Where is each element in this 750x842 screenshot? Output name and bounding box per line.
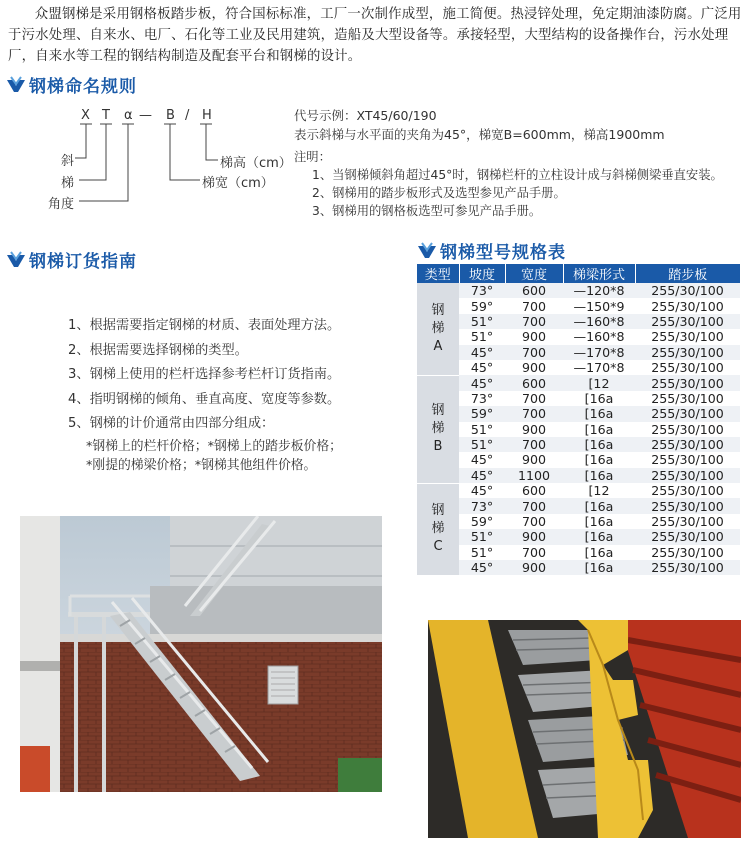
- type-char: B: [433, 439, 443, 455]
- label-width: 梯宽（cm）: [202, 176, 274, 191]
- type-cell: [417, 375, 459, 483]
- cell-slope: 59°: [459, 514, 505, 529]
- header-width: 宽度: [505, 264, 563, 283]
- cell-slope: 45°: [459, 452, 505, 467]
- cell-width: 700: [505, 437, 563, 452]
- cell-tread: 255/30/100: [635, 560, 740, 575]
- table-row: [417, 314, 740, 329]
- label-angle: 角度: [48, 197, 75, 212]
- cell-width: 600: [505, 375, 563, 390]
- cell-width: 600: [505, 283, 563, 298]
- cell-tread: 255/30/100: [635, 329, 740, 344]
- cell-width: 1100: [505, 468, 563, 483]
- header-tread: 踏步板: [635, 264, 740, 283]
- cell-beam: [16a: [563, 529, 635, 544]
- cell-slope: 73°: [459, 283, 505, 298]
- cell-tread: 255/30/100: [635, 452, 740, 467]
- cell-width: 700: [505, 345, 563, 360]
- table-row: [417, 514, 740, 529]
- cell-width: 900: [505, 452, 563, 467]
- cell-width: 700: [505, 314, 563, 329]
- cell-width: 700: [505, 298, 563, 313]
- stair-building-photo: [20, 516, 382, 792]
- order-item: 1、根据需要指定钢梯的材质、表面处理方法。: [68, 318, 341, 333]
- order-price-components: [86, 437, 342, 475]
- cell-tread: 255/30/100: [635, 345, 740, 360]
- type-cell: [417, 483, 459, 575]
- cell-width: 900: [505, 329, 563, 344]
- cell-slope: 45°: [459, 560, 505, 575]
- table-row: [417, 406, 740, 421]
- cell-tread: 255/30/100: [635, 529, 740, 544]
- table-row: [417, 422, 740, 437]
- header-beam: 梯梁形式: [563, 264, 635, 283]
- cell-beam: —150*9: [563, 298, 635, 313]
- cell-beam: [16a: [563, 406, 635, 421]
- cell-width: 700: [505, 545, 563, 560]
- code-char: —: [139, 108, 152, 123]
- header-slope: 坡度: [459, 264, 505, 283]
- code-char: H: [202, 108, 212, 123]
- company-logo-icon: [417, 242, 437, 260]
- table-row: [417, 329, 740, 344]
- cell-width: 700: [505, 391, 563, 406]
- cell-slope: 51°: [459, 314, 505, 329]
- cell-slope: 45°: [459, 360, 505, 375]
- code-char: α: [124, 108, 133, 123]
- cell-beam: [12: [563, 483, 635, 498]
- cell-slope: 73°: [459, 391, 505, 406]
- type-char: 钢: [431, 503, 445, 519]
- cell-tread: 255/30/100: [635, 468, 740, 483]
- cell-beam: [16a: [563, 437, 635, 452]
- cell-tread: 255/30/100: [635, 498, 740, 513]
- note-item: 1、当钢梯倾斜角超过45°时，钢梯栏杆的立柱设计成与斜梯侧梁垂直安装。: [312, 168, 723, 182]
- example-line-2: 表示斜梯与水平面的夹角为45°，梯宽B=600mm，梯高1900mm: [294, 127, 665, 142]
- order-item: 5、钢梯的计价通常由四部分组成：: [68, 416, 275, 431]
- table-row: [417, 560, 740, 575]
- cell-tread: 255/30/100: [635, 298, 740, 313]
- cell-beam: —170*8: [563, 345, 635, 360]
- cell-beam: [16a: [563, 468, 635, 483]
- cell-beam: [16a: [563, 560, 635, 575]
- cell-width: 900: [505, 560, 563, 575]
- cell-width: 700: [505, 406, 563, 421]
- notes-title: 注明：: [294, 150, 331, 164]
- label-ladder: 梯: [61, 176, 75, 191]
- code-char: B: [166, 108, 175, 123]
- table-row: [417, 452, 740, 467]
- cell-width: 600: [505, 483, 563, 498]
- cell-slope: 45°: [459, 468, 505, 483]
- cell-tread: 255/30/100: [635, 360, 740, 375]
- cell-tread: 255/30/100: [635, 391, 740, 406]
- cell-slope: 59°: [459, 406, 505, 421]
- section-title-order: [6, 247, 137, 272]
- type-char: C: [433, 539, 443, 555]
- cell-tread: 255/30/100: [635, 514, 740, 529]
- table-row: [417, 391, 740, 406]
- cell-tread: 255/30/100: [635, 422, 740, 437]
- section-title-spec-text: 钢梯型号规格表: [440, 243, 566, 263]
- table-row: [417, 375, 740, 390]
- cell-beam: [16a: [563, 498, 635, 513]
- table-row: [417, 437, 740, 452]
- table-row: [417, 360, 740, 375]
- type-char: 钢: [431, 403, 445, 419]
- cell-tread: 255/30/100: [635, 545, 740, 560]
- type-char: 钢: [431, 302, 445, 318]
- label-height: 梯高（cm）: [220, 156, 292, 171]
- type-char: A: [433, 338, 443, 354]
- table-row: [417, 468, 740, 483]
- cell-slope: 45°: [459, 375, 505, 390]
- naming-example: [294, 106, 665, 144]
- table-row: [417, 345, 740, 360]
- code-char: /: [185, 108, 190, 123]
- table-row: [417, 498, 740, 513]
- cell-beam: [16a: [563, 514, 635, 529]
- cell-beam: —160*8: [563, 314, 635, 329]
- table-row: [417, 483, 740, 498]
- cell-slope: 73°: [459, 498, 505, 513]
- cell-beam: —120*8: [563, 283, 635, 298]
- table-row: [417, 298, 740, 313]
- cell-slope: 45°: [459, 483, 505, 498]
- cell-beam: [16a: [563, 422, 635, 437]
- section-title-order-text: 钢梯订货指南: [29, 252, 137, 272]
- cell-tread: 255/30/100: [635, 483, 740, 498]
- cell-width: 900: [505, 360, 563, 375]
- cell-beam: —160*8: [563, 329, 635, 344]
- cell-slope: 51°: [459, 422, 505, 437]
- cell-beam: [12: [563, 375, 635, 390]
- table-row: [417, 545, 740, 560]
- company-logo-icon: [6, 251, 26, 269]
- cell-slope: 51°: [459, 529, 505, 544]
- cell-beam: [16a: [563, 545, 635, 560]
- cell-width: 900: [505, 422, 563, 437]
- cell-slope: 59°: [459, 298, 505, 313]
- code-char: T: [102, 108, 110, 123]
- note-item: 3、钢梯用的钢格板选型可参见产品手册。: [312, 204, 542, 218]
- table-header-row: [417, 264, 740, 283]
- spec-table: [417, 264, 740, 576]
- table-row: [417, 529, 740, 544]
- cell-tread: 255/30/100: [635, 314, 740, 329]
- code-char: X: [81, 108, 90, 123]
- cell-width: 700: [505, 498, 563, 513]
- cell-slope: 51°: [459, 437, 505, 452]
- cell-slope: 45°: [459, 345, 505, 360]
- section-title-naming-text: 钢梯命名规则: [29, 77, 137, 97]
- cell-tread: 255/30/100: [635, 406, 740, 421]
- price-line: *刚提的梯梁价格；*钢梯其他组件价格。: [86, 458, 317, 473]
- type-cell: [417, 283, 459, 375]
- price-line: *钢梯上的栏杆价格；*钢梯上的踏步板价格；: [86, 439, 342, 454]
- cell-tread: 255/30/100: [635, 283, 740, 298]
- cell-slope: 51°: [459, 545, 505, 560]
- header-type: 类型: [417, 264, 459, 283]
- intro-paragraph: 众盟钢梯是采用钢格板踏步板，符合国标标准，工厂一次制作成型，施工简便。热浸锌处理，免定期油漆防腐。广泛用于污水处理、自来水、电厂、石化等工业及民用建筑，造船及大型设备等。承接轻型，大型结构的设备操作台，污水处理厂，自来水等工程的钢结构制造及配套平台和钢梯的设计。: [8, 7, 742, 64]
- cell-slope: 51°: [459, 329, 505, 344]
- type-char: 梯: [431, 521, 445, 537]
- section-title-spec: [417, 238, 566, 263]
- grating-stairs-photo: [428, 620, 741, 838]
- note-item: 2、钢梯用的踏步板形式及选型参见产品手册。: [312, 186, 566, 200]
- naming-notes: [294, 148, 723, 220]
- cell-beam: [16a: [563, 391, 635, 406]
- cell-width: 700: [505, 514, 563, 529]
- type-char: 梯: [431, 421, 445, 437]
- table-row: [417, 283, 740, 298]
- type-char: 梯: [431, 320, 445, 336]
- cell-tread: 255/30/100: [635, 437, 740, 452]
- order-guide-list: [68, 314, 340, 437]
- example-line-1: 代号示例：XT45/60/190: [294, 108, 437, 123]
- cell-width: 900: [505, 529, 563, 544]
- cell-tread: 255/30/100: [635, 375, 740, 390]
- cell-beam: —170*8: [563, 360, 635, 375]
- label-slope: 斜: [61, 154, 75, 169]
- cell-beam: [16a: [563, 452, 635, 467]
- order-item: 4、指明钢梯的倾角、垂直高度、宽度等参数。: [68, 391, 341, 407]
- order-item: 3、钢梯上使用的栏杆选择参考栏杆订货指南。: [68, 367, 341, 382]
- order-item: 2、根据需要选择钢梯的类型。: [68, 342, 248, 358]
